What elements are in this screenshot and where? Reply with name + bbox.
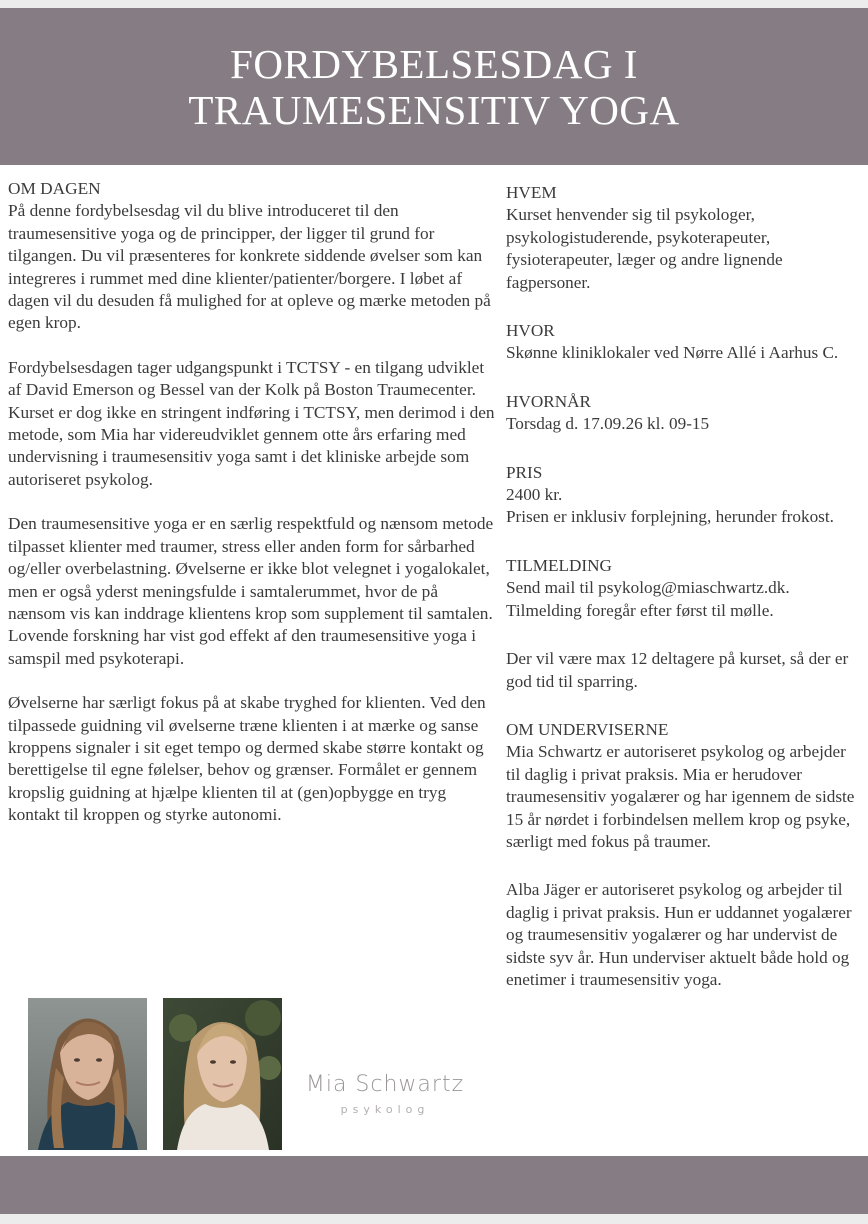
om-dagen-paragraph-2: Fordybelsesdagen tager udgangspunkt i TCTSY - en tilgang udviklet af David Emerson og Bessel van der Kolk på Boston Traumecenter. Kurset er dog ikke en stringent indføring i TCTSY, men derimod i den metode, som Mia har videreudviklet gennem otte års erfaring med undervisning i traumesensitiv yoga samt i det kliniske arbejde som autoriseret psykolog. [8, 357, 495, 489]
hvem-text: Kurset henvender sig til psykologer, psykologistuderende, psykoterapeuter, fysioterapeuter, læger og andre lignende fagpersoner. [506, 205, 783, 292]
logo-name: Mia Schwartz [305, 1072, 465, 1097]
portrait-1-image [28, 998, 147, 1150]
portrait-2-image [163, 998, 282, 1150]
header-band [0, 8, 868, 165]
hvor-heading: HVOR [506, 321, 555, 341]
om-dagen-paragraph-1: På denne fordybelsesdag vil du blive introduceret til den traumesensitive yoga og de principper, der ligger til grund for tilgangen. Du vil præsenteres for konkrete siddende øvelser som kan integreres i rummet med dine klienter/patienter/borgere. I løbet af dagen vil du desuden få mulighed for at opleve og mærke metoden på egen krop. [8, 201, 491, 333]
om-dagen-paragraph-3: Den traumesensitive yoga er en særlig respektfuld og nænsom metode tilpasset klienter med traumer, stress eller anden form for sårbarhed og/eller overbelastning. Øvelserne er ikke blot velegnet i yogalokalet, men er også yderst meningsfulde i samtalerummet, hvor de på nænsom vis kan inddrage klientens krop som supplement til samtalen. Lovende forskning har vist god effekt af den traumesensitive yoga i samspil med psykoterapi. [8, 514, 494, 668]
pris-section [506, 462, 856, 529]
underviserne-section [506, 719, 856, 853]
alba-section [506, 879, 856, 991]
teacher-photo-1 [28, 998, 147, 1150]
logo-subtitle: psykolog [340, 1103, 430, 1116]
max-participants-section [506, 648, 856, 693]
teacher-photo-2 [163, 998, 282, 1150]
footer-band [0, 1156, 868, 1214]
brand-logo [296, 1072, 474, 1116]
tilmelding-heading: TILMELDING [506, 555, 612, 575]
hvornaar-text: Torsdag d. 17.09.26 kl. 09-15 [506, 414, 710, 434]
tilmelding-line-2: Tilmelding foregår efter først til mølle. [506, 600, 774, 620]
tilmelding-line-1: Send mail til psykolog@miaschwartz.dk. [506, 578, 790, 598]
tilmelding-section [506, 555, 856, 622]
hvem-section [506, 182, 856, 294]
page-title-line-1: FORDYBELSESDAG I [230, 40, 638, 87]
mia-bio: Mia Schwartz er autoriseret psykolog og arbejder til daglig i privat praksis. Mia er herudover traumesensitiv yogalærer og har igennem de sidste 15 år nørdet i forbindelsen mellem krop og psyke, særligt med fokus på traumer. [506, 742, 855, 851]
om-dagen-paragraph-4: Øvelserne har særligt fokus på at skabe tryghed for klienten. Ved den tilpassede guidning vil øvelserne træne klienten i at mærke og sanse kroppens signaler i sit eget tempo og dermed skabe større kontakt og berettigelse til egne følelser, behov og grænser. Formålet er gennem kropslig guidning at hjælpe klienten til at (gen)opbygge en tryg kontakt til kroppen og styrke autonomi. [8, 693, 486, 825]
om-dagen-heading: OM DAGEN [8, 179, 101, 198]
pris-amount: 2400 kr. [506, 485, 563, 505]
max-participants-text: Der vil være max 12 deltagere på kurset, så der er god tid til sparring. [506, 649, 849, 691]
pris-heading: PRIS [506, 462, 543, 482]
page-title-line-2: TRAUMESENSITIV YOGA [188, 86, 680, 133]
hvem-heading: HVEM [506, 183, 557, 202]
flyer-page [0, 8, 868, 1214]
alba-bio: Alba Jäger er autoriseret psykolog og arbejder til daglig i privat praksis. Hun er uddannet yogalærer og traumesensitiv yogalærer og har undervist de sidste syv år. Hun underviser aktuelt både hold og enetimer i traumesensitiv yoga. [506, 880, 852, 989]
hvor-section [506, 320, 856, 365]
hvornaar-section [506, 391, 856, 436]
hvor-text: Skønne kliniklokaler ved Nørre Allé i Aarhus C. [506, 343, 839, 363]
underviserne-heading: OM UNDERVISERNE [506, 719, 669, 739]
right-column [506, 182, 856, 1017]
pris-note: Prisen er inklusiv forplejning, herunder frokost. [506, 507, 834, 527]
hvornaar-heading: HVORNÅR [506, 391, 591, 411]
left-column [8, 178, 498, 849]
